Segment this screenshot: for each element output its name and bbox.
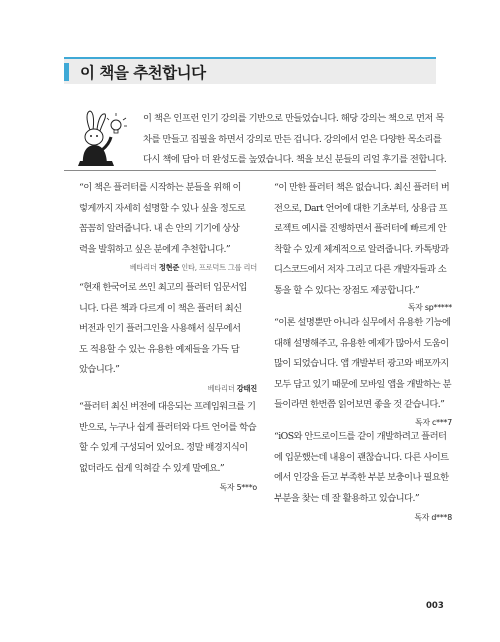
review-line: 없더라도 쉽게 익혀갈 수 있게 말예요.” [79,462,225,474]
review-line: 모두 담고 있기 때문에 모바일 앱을 개발하는 분 [274,378,452,390]
review-line: 버전과 인기 플러그인을 사용해서 실무에서 [79,323,241,334]
review-line: “이론 설명뿐만 아니라 실무에서 유용한 기능에 [274,317,451,328]
review-line: “이 만한 플러터 책은 없습니다. 최신 플러터 버 [274,182,450,193]
review-attribution [274,512,452,523]
page-number: 003 [426,601,444,611]
reviewer-name: 정현준 [158,263,180,272]
review-attribution [79,263,257,273]
review-attribution [79,384,257,394]
header-accent-bar [64,63,69,81]
intro-paragraph [143,109,449,171]
review-line: “iOS와 안드로이드를 같이 개발하려고 플러터 [274,431,447,442]
reviewer-role: 베타리더 [207,383,235,393]
review-quote [274,313,452,416]
reviewer-name: 강태진 [236,383,257,393]
review-attribution [79,482,257,493]
page-title: 이 책을 추천합니다 [80,64,206,82]
review-line: 력을 발휘하고 싶은 분에게 추천합니다.” [79,243,231,255]
review-line: 할 수 있게 구성되어 있어요. 정말 배경지식이 [79,442,248,453]
reviewer-org: 인타, 프로덕트 그룹 리더 [181,263,257,272]
review-line: 에 입문했는데 내용이 괜찮습니다. 다른 사이트 [274,451,449,463]
review-line: 전으로, Dart 언어에 대한 기초부터, 상용급 프 [274,202,448,214]
review-quote [274,427,452,509]
review-line: 았습니다.” [79,364,120,375]
section-divider [64,170,436,171]
review-line: “이 책은 플러터를 시작하는 분들을 위해 이 [79,182,241,193]
rabbit-with-lightbulb-illustration [74,110,130,168]
review-line: “플러터 최신 버전에 대응되는 프레임워크를 기 [79,401,256,412]
review-card [274,313,452,428]
review-quote [79,178,257,260]
review-line: 착할 수 있게 체계적으로 알려줍니다. 카톡방과 [274,243,449,255]
review-line: “현재 한국어로 쓰인 최고의 플러터 입문서입 [79,282,247,293]
reader-handle: 독자 5***o [219,483,257,492]
review-card [274,427,452,523]
intro-line: 차를 만들고 집필을 하면서 강의로 만든 겁니다. 강의에서 얻은 다양한 목소리를 [143,133,442,145]
reader-handle: 독자 d***8 [414,513,452,522]
review-line: 부분을 찾는 데 잘 활용하고 있습니다.” [274,492,420,504]
review-card [274,178,452,313]
intro-line: 다시 책에 담아 더 완성도를 높였습니다. 책을 보신 분들의 리얼 후기를 전합니다. [143,154,447,165]
review-line: 에서 인강을 듣고 부족한 부분 보충이나 필요한 [274,472,449,483]
review-line: 들이라면 한번쯤 읽어보면 좋을 것 같습니다.” [274,399,445,410]
review-line: 통을 할 수 있다는 장점도 제공합니다.” [274,284,420,296]
review-line: 니다. 다른 책과 다르게 이 책은 플러터 최신 [79,302,242,314]
review-line: 디스코드에서 저자 그리고 다른 개발자들과 소 [274,264,447,275]
review-card [79,397,257,493]
reader-handle: 독자 c***7 [415,417,452,427]
reviewer-role: 베타리더 [129,263,157,272]
review-line: 꼼꼼히 알려줍니다. 내 손 안의 기기에 상상 [79,223,240,234]
review-attribution [274,417,452,428]
review-line: 반으로, 누구나 쉽게 플러터와 다트 언어를 학습 [79,421,257,433]
intro-line: 이 책은 인프런 인기 강의를 기반으로 만들었습니다. 해당 강의는 책으로 먼저 목 [143,113,444,124]
review-quote [79,397,257,479]
review-line: 도 적용할 수 있는 유용한 예제들을 가득 담 [79,343,240,355]
review-line: 많이 되었습니다. 앱 개발부터 광고와 배포까지 [274,358,449,369]
review-card [79,278,257,394]
review-line: 렇게까지 자세히 설명할 수 있나 싶을 정도로 [79,202,246,214]
review-line: 로젝트 예시를 진행하면서 플러터에 빠르게 안 [274,223,447,234]
review-quote [274,178,452,301]
review-quote [79,278,257,381]
review-card [79,178,257,273]
reader-handle: 독자 sp***** [407,303,452,312]
review-attribution [274,302,452,313]
section-header [64,57,436,84]
review-line: 대해 설명해주고, 유용한 예제가 많아서 도움이 [274,337,449,349]
